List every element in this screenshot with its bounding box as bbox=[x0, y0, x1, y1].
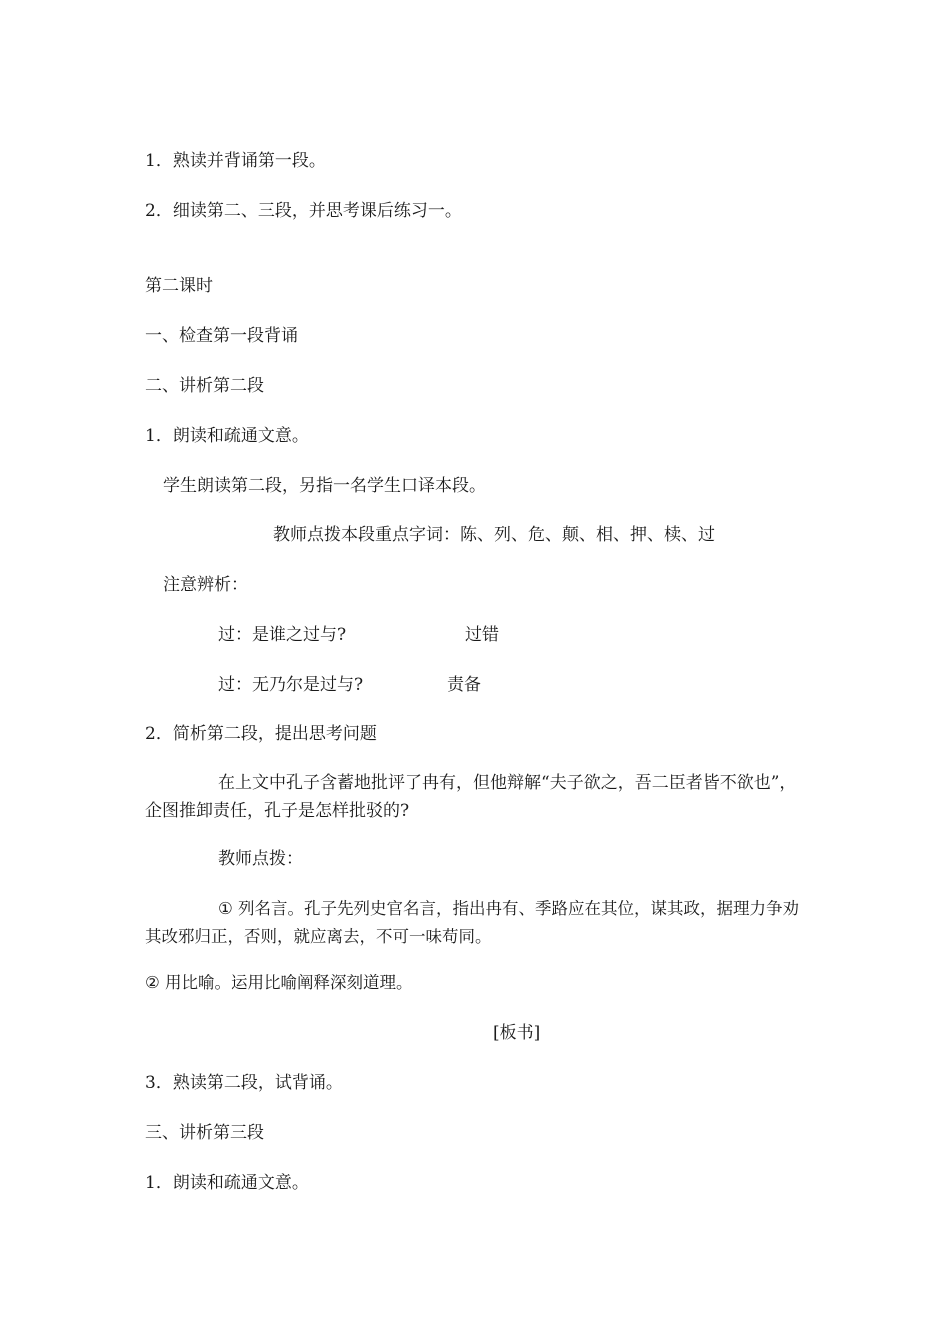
section-3-step-1: 1．朗读和疏通文意。 bbox=[145, 1173, 309, 1193]
distinction-sentence-1: 过：是谁之过与? bbox=[218, 625, 347, 645]
board-label: [板书] bbox=[493, 1023, 541, 1043]
section-heading-2: 二、讲析第二段 bbox=[145, 376, 264, 396]
step-3: 3．熟读第二段，试背诵。 bbox=[145, 1073, 343, 1093]
point-1-paragraph: ① 列名言。孔子先列史官名言，指出冉有、季路应在其位，谋其政，据理力争劝其改邪归正，否则，就应离去，不可一味苟同。 bbox=[145, 899, 800, 946]
section-heading-3: 三、讲析第三段 bbox=[145, 1123, 264, 1143]
distinction-meaning-1: 过错 bbox=[465, 625, 499, 645]
distinction-sentence-2: 过：无乃尔是过与? bbox=[218, 675, 364, 695]
point-2: ② 用比喻。运用比喻阐释深刻道理。 bbox=[145, 973, 413, 992]
section-heading-1: 一、检查第一段背诵 bbox=[145, 326, 298, 346]
step-1: 1．朗读和疏通文意。 bbox=[145, 426, 309, 446]
distinction-meaning-2: 责备 bbox=[447, 675, 481, 695]
assignment-item-2: 2．细读第二、三段，并思考课后练习一。 bbox=[145, 201, 462, 221]
assignment-item-1: 1．熟读并背诵第一段。 bbox=[145, 151, 326, 171]
lesson-title: 第二课时 bbox=[145, 276, 213, 296]
step-2: 2．简析第二段，提出思考问题 bbox=[145, 724, 377, 744]
note-label: 注意辨析： bbox=[163, 575, 248, 595]
teacher-hint-label: 教师点拨： bbox=[218, 849, 303, 869]
student-reading-text: 学生朗读第二段，另指一名学生口译本段。 bbox=[163, 476, 486, 496]
key-words-text: 教师点拨本段重点字词：陈、列、危、颠、相、押、椟、过 bbox=[273, 525, 715, 545]
question-paragraph: 在上文中孔子含蓄地批评了冉有，但他辩解“夫子欲之，吾二臣者皆不欲也”，企图推卸责任，孔子是怎样批驳的? bbox=[145, 773, 797, 821]
